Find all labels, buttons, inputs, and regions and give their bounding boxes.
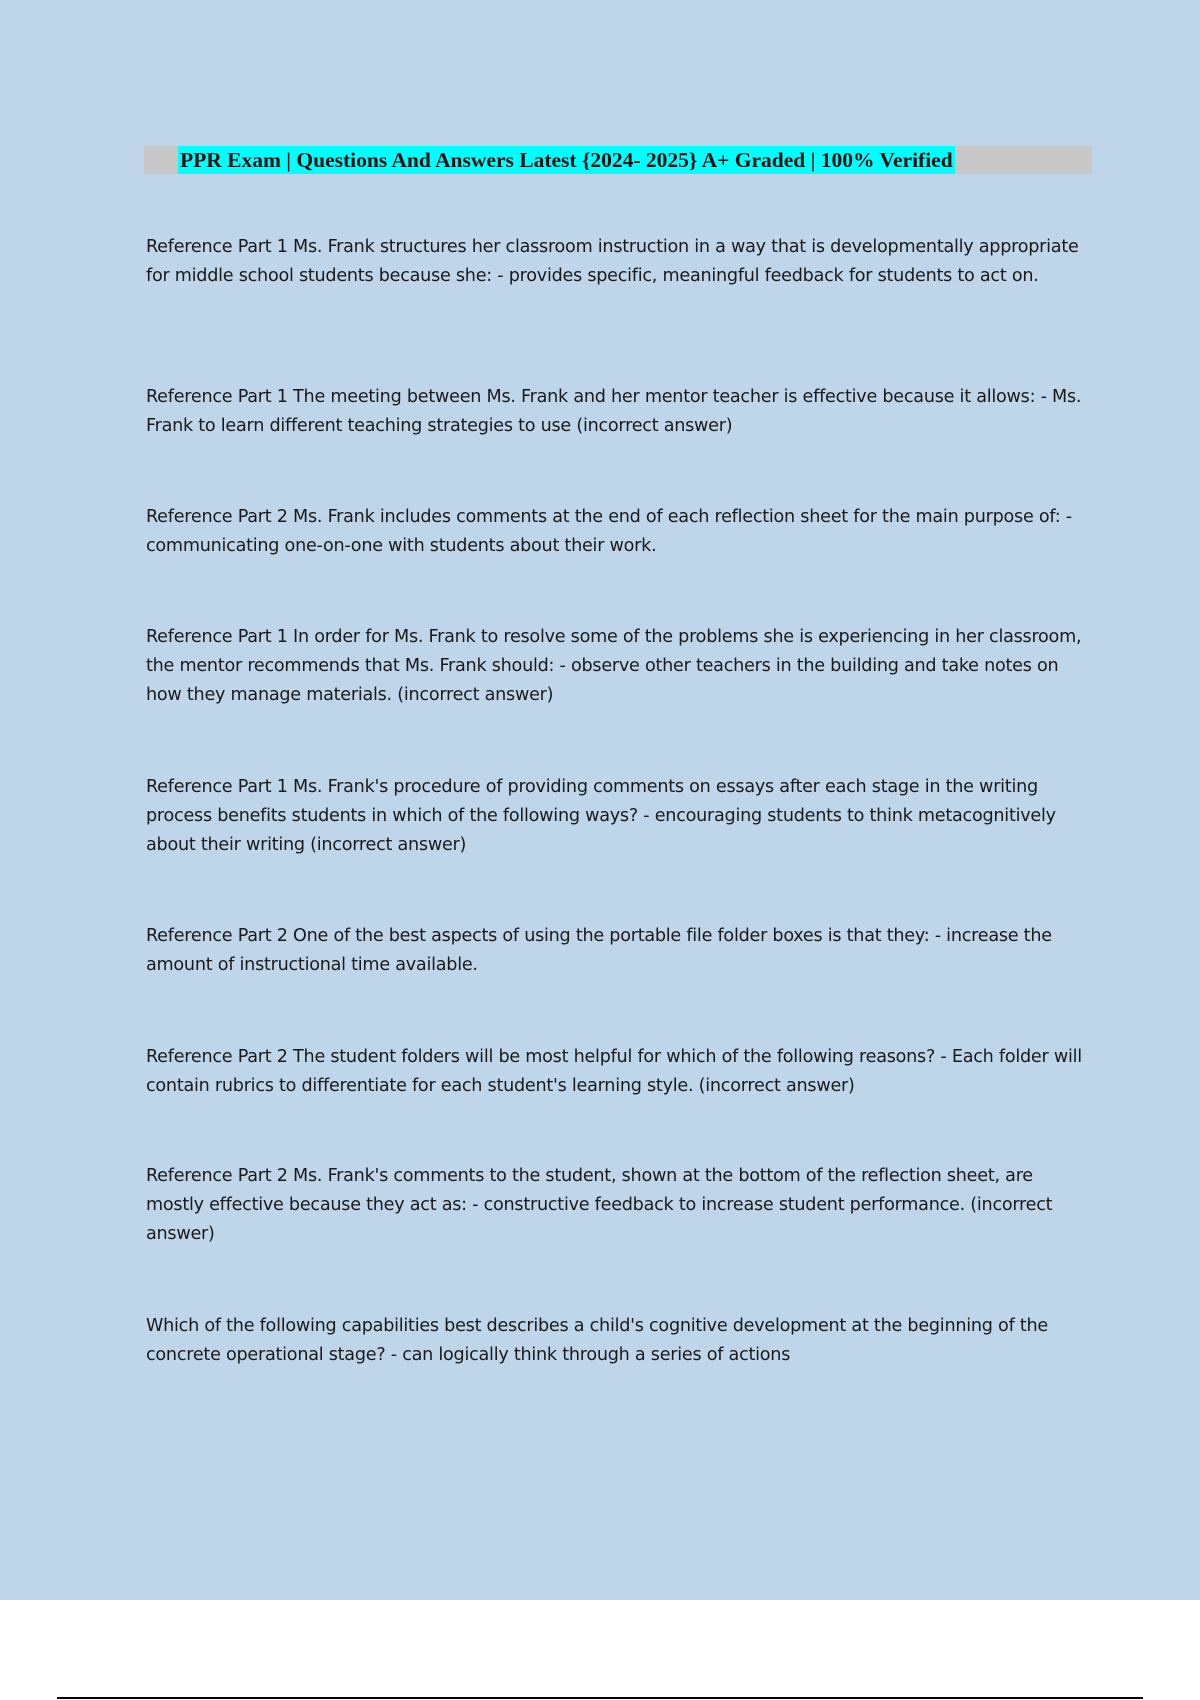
qa-item: Reference Part 1 In order for Ms. Frank to resolve some of the problems she is experiencing in her classroom, the mentor recommends that Ms. Frank should: - observe other teachers in the building and take notes on how they manage materials. (incorrect answer) xyxy=(146,627,1082,705)
footer-rule xyxy=(57,1697,1143,1699)
document-title: PPR Exam | Questions And Answers Latest {2024- 2025} A+ Graded | 100% Verified xyxy=(180,148,953,172)
qa-item: Reference Part 2 Ms. Frank's comments to the student, shown at the bottom of the reflection sheet, are mostly effective because they act as: - constructive feedback to increase student performance. (incorrect answer) xyxy=(146,1166,1053,1244)
qa-item: Reference Part 1 Ms. Frank structures her classroom instruction in a way that is developmentally appropriate for middle school students because she: - provides specific, meaningful feedback for students to act on. xyxy=(146,237,1079,286)
qa-item: Reference Part 1 Ms. Frank's procedure of providing comments on essays after each stage in the writing process benefits students in which of the following ways? - encouraging students to think metacognitively about their writing (incorrect answer) xyxy=(146,777,1056,855)
qa-item: Reference Part 2 The student folders will be most helpful for which of the following reasons? - Each folder will contain rubrics to differentiate for each student's learning style. (incorrect answer) xyxy=(146,1047,1082,1096)
qa-item: Reference Part 1 The meeting between Ms. Frank and her mentor teacher is effective because it allows: - Ms. Frank to learn different teaching strategies to use (incorrect answer) xyxy=(146,387,1082,436)
qa-item: Reference Part 2 One of the best aspects of using the portable file folder boxes is that they: - increase the amount of instructional time available. xyxy=(146,926,1052,975)
qa-item: Reference Part 2 Ms. Frank includes comments at the end of each reflection sheet for the main purpose of: - communicating one-on-one with students about their work. xyxy=(146,507,1072,556)
qa-item: Which of the following capabilities best describes a child's cognitive development at the beginning of the concrete operational stage? - can logically think through a series of actions xyxy=(146,1316,1048,1365)
